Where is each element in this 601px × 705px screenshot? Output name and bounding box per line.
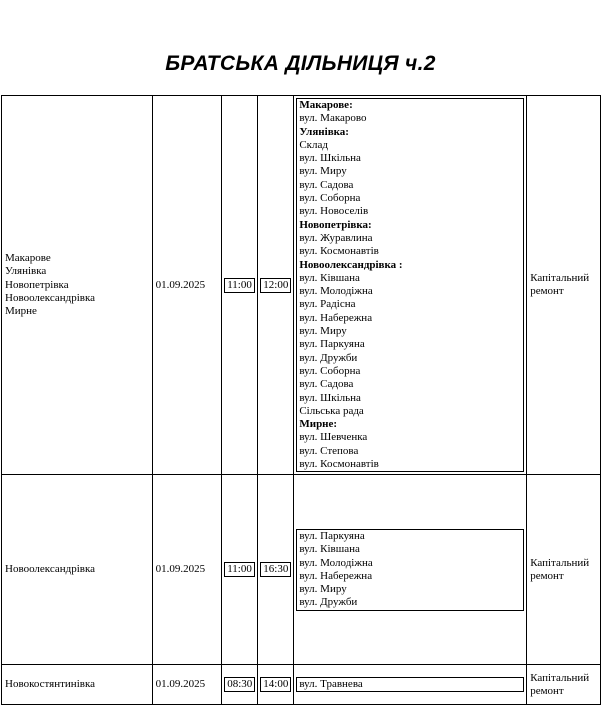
address-item: вул. Садова <box>299 378 354 391</box>
reason-cell <box>527 96 601 475</box>
settlement-heading: Мирне: <box>299 418 338 431</box>
settlement-name: Макарове <box>5 251 51 264</box>
settlements-cell <box>2 665 153 705</box>
address-item: вул. Миру <box>299 165 347 178</box>
address-item: вул. Шкільна <box>299 391 361 404</box>
settlements-cell <box>2 96 153 475</box>
reason-text: ремонт <box>530 285 564 298</box>
address-item: вул. Дружби <box>299 351 358 364</box>
start-time-cell <box>222 96 258 475</box>
address-item: Сільська рада <box>299 404 364 417</box>
address-item: вул. Молодіжна <box>299 285 373 298</box>
settlement-name: Новокостянтинівка <box>5 678 96 691</box>
address-item: вул. Миру <box>299 325 347 338</box>
address-item: вул. Паркуяна <box>299 338 365 351</box>
end-time: 14:00 <box>260 677 291 692</box>
address-item: вул. Миру <box>299 583 347 596</box>
address-item: вул. Новоселів <box>299 205 369 218</box>
reason-text: ремонт <box>530 569 564 582</box>
address-item: вул. Соборна <box>299 192 361 205</box>
address-item: вул. Набережна <box>299 311 373 324</box>
address-item: вул. Молодіжна <box>299 556 373 569</box>
settlement-name: Новопетрівка <box>5 278 69 291</box>
settlement-name: Мирне <box>5 305 37 318</box>
end-time-cell <box>258 665 294 705</box>
address-item: вул. Журавлина <box>299 231 373 244</box>
reason-cell <box>527 665 601 705</box>
start-time: 11:00 <box>224 562 255 577</box>
address-item: вул. Ківшана <box>299 271 360 284</box>
reason-text: Капітальний <box>530 556 590 569</box>
end-time-cell <box>258 475 294 665</box>
address-item: вул. Паркуяна <box>299 529 365 542</box>
outage-schedule-table <box>1 95 601 705</box>
settlements-cell <box>2 475 153 665</box>
reason-text: Капітальний <box>530 271 590 284</box>
table-row <box>2 665 601 705</box>
start-time-cell <box>222 665 258 705</box>
addresses-cell <box>294 96 527 475</box>
settlement-heading: Макарове: <box>299 99 353 111</box>
settlement-name: Улянівка <box>5 265 47 278</box>
address-item: вул. Ківшана <box>299 543 360 556</box>
address-list <box>296 98 524 472</box>
table-row <box>2 475 601 665</box>
settlement-name: Новоолександрівка <box>5 563 96 576</box>
address-item: вул. Соборна <box>299 364 361 377</box>
address-list <box>296 529 524 611</box>
page-title: БРАТСЬКА ДІЛЬНИЦЯ ч.2 <box>165 52 436 75</box>
start-time: 08:30 <box>224 677 255 692</box>
address-item: вул. Степова <box>299 444 359 457</box>
address-item: вул. Космонавтів <box>299 245 379 258</box>
address-item: вул. Дружби <box>299 596 358 609</box>
end-time: 12:00 <box>260 278 291 293</box>
date-cell: 01.09.2025 <box>152 96 222 475</box>
reason-text: Капітальний <box>530 671 590 684</box>
address-item: вул. Шкільна <box>299 152 361 165</box>
start-time: 11:00 <box>224 278 255 293</box>
addresses-cell <box>294 665 527 705</box>
address-item: вул. Космонавтів <box>299 458 379 471</box>
addresses-cell <box>294 475 527 665</box>
date-cell: 01.09.2025 <box>152 665 222 705</box>
end-time-cell <box>258 96 294 475</box>
address-item: Склад <box>299 138 328 151</box>
start-time-cell <box>222 475 258 665</box>
settlement-heading: Новопетрівка: <box>299 218 372 231</box>
address-item: вул. Садова <box>299 178 354 191</box>
address-list <box>296 677 524 692</box>
settlement-heading: Новоолександрівка : <box>299 258 403 271</box>
address-item: вул. Макарово <box>299 112 367 125</box>
address-item: вул. Шевченка <box>299 431 368 444</box>
table-row <box>2 96 601 475</box>
address-item: вул. Радісна <box>299 298 356 311</box>
reason-text: ремонт <box>530 684 564 697</box>
date-cell: 01.09.2025 <box>152 475 222 665</box>
address-item: вул. Травнева <box>299 678 363 691</box>
settlement-heading: Улянівка: <box>299 125 349 138</box>
settlement-name: Новоолександрівка <box>5 291 96 304</box>
reason-cell <box>527 475 601 665</box>
address-item: вул. Набережна <box>299 569 373 582</box>
end-time: 16:30 <box>260 562 291 577</box>
